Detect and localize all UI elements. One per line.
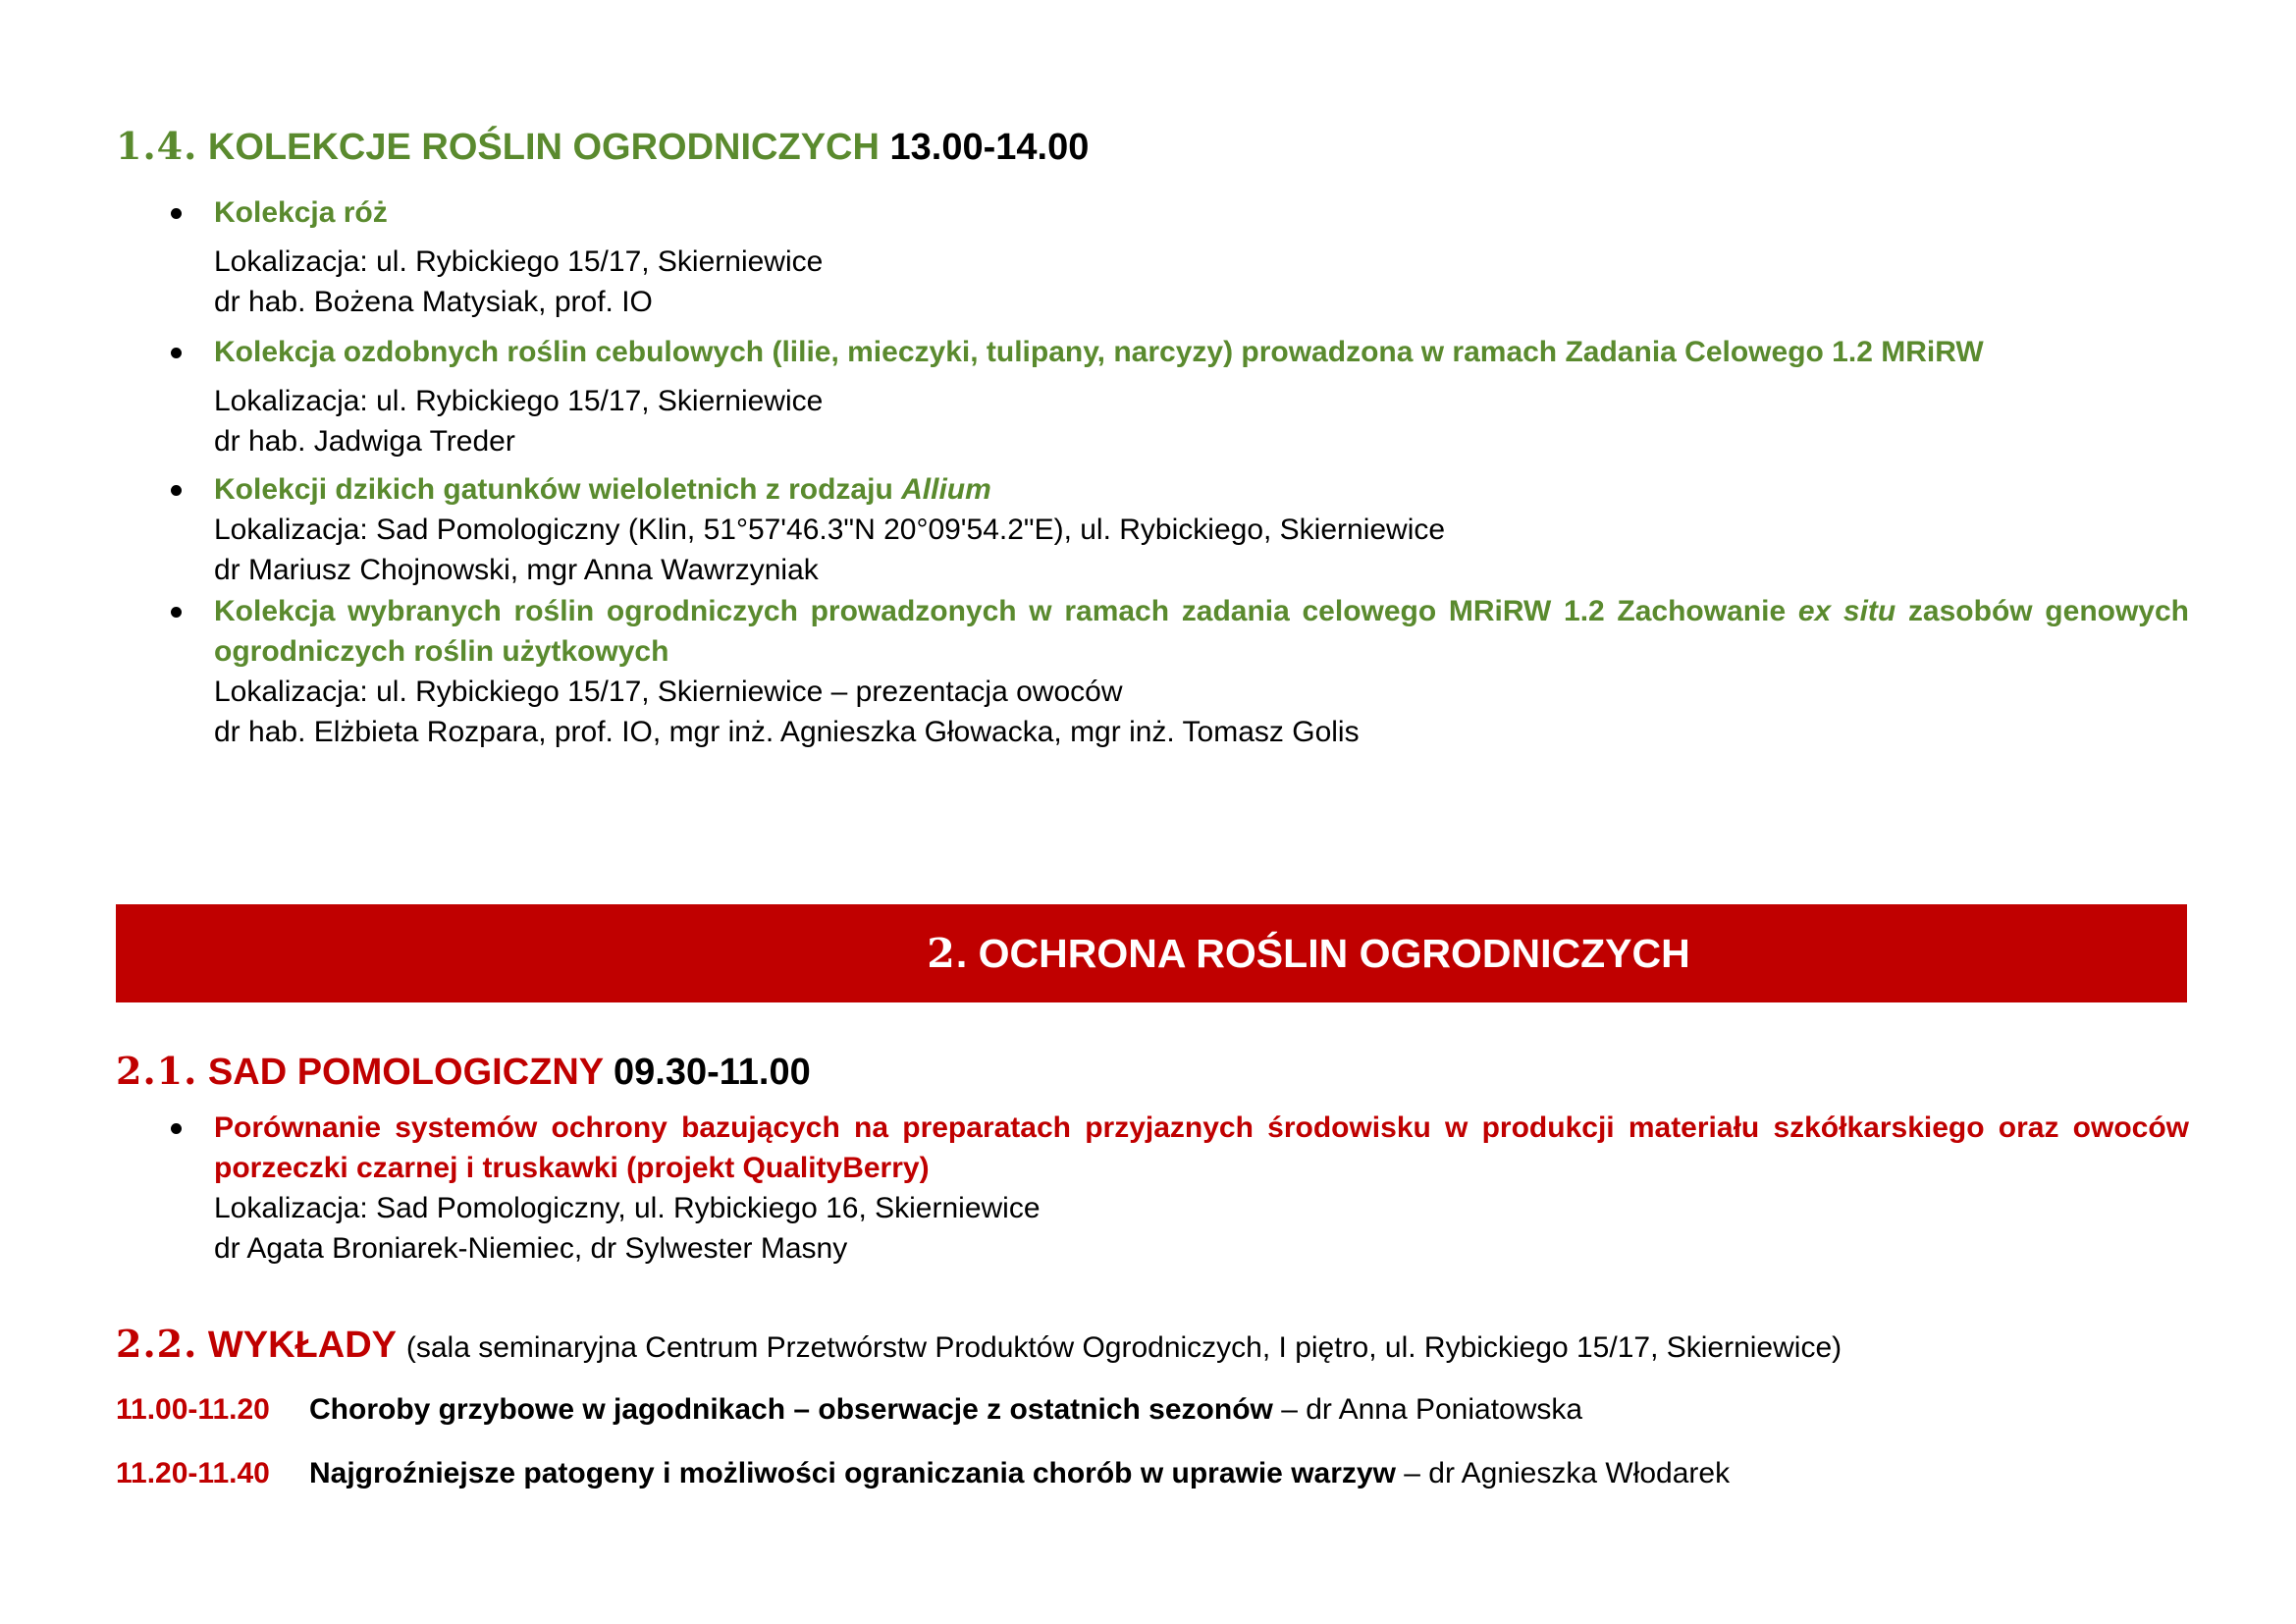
item-title-text: Kolekcji dzikich gatunków wieloletnich z rodzaju (214, 473, 902, 506)
section-number: 1.4. (116, 124, 198, 168)
list-item (214, 192, 2189, 322)
item-title (214, 591, 2189, 672)
section-venue: (sala seminaryjna Centrum Przetwórstw Produktów Ogrodniczych, I piętro, ul. Rybickiego 15/17, Skierniewice) (405, 1331, 1842, 1364)
section-number: 2.1. (116, 1049, 198, 1093)
item-title-text: Kolekcja wybranych roślin ogrodniczych prowadzonych w ramach zadania celowego MRiRW 1.2 Zachowanie (214, 595, 1798, 627)
lecture-row (116, 1454, 1730, 1493)
item-title (214, 469, 2189, 510)
section-title: SAD POMOLOGICZNY (197, 1052, 614, 1093)
section-title: WYKŁADY (197, 1325, 406, 1366)
bullet-icon (171, 607, 182, 618)
item-location: Lokalizacja: Sad Pomologiczny, ul. Rybickiego 16, Skierniewice (214, 1192, 1041, 1224)
lecture-time: 11.00-11.20 (116, 1393, 270, 1426)
item-location: Lokalizacja: ul. Rybickiego 15/17, Skierniewice (214, 245, 824, 278)
item-title-text: zasobów genowych ogrodniczych roślin użytkowych (214, 595, 2189, 668)
item-title: Kolekcja ozdobnych roślin cebulowych (lilie, mieczyki, tulipany, narcyzy) prowadzona w ramach Zadania Celowego 1.2 MRiRW (214, 336, 1984, 368)
item-title: Kolekcja róż (214, 196, 388, 229)
section-1-4-heading (116, 124, 1089, 169)
list-item (214, 1108, 2189, 1269)
lecture-title: Choroby grzybowe w jagodnikach – obserwacje z ostatnich sezonów (309, 1393, 1273, 1426)
list-item (214, 591, 2189, 752)
item-title-italic: Allium (901, 473, 991, 506)
section-2-1-heading (116, 1049, 811, 1094)
bullet-icon (171, 208, 182, 219)
section-number: 2.2. (116, 1322, 198, 1366)
item-location: Lokalizacja: ul. Rybickiego 15/17, Skierniewice – prezentacja owoców (214, 676, 1123, 708)
lecture-speaker: – dr Anna Poniatowska (1272, 1393, 1583, 1426)
item-people: dr Mariusz Chojnowski, mgr Anna Wawrzyniak (214, 554, 819, 586)
lecture-speaker: – dr Agnieszka Włodarek (1395, 1457, 1731, 1489)
lecture-time: 11.20-11.40 (116, 1457, 270, 1489)
item-people: dr Agata Broniarek-Niemiec, dr Sylwester Masny (214, 1232, 848, 1265)
section-time: 13.00-14.00 (889, 127, 1090, 168)
item-people: dr hab. Elżbieta Rozpara, prof. IO, mgr inż. Agnieszka Głowacka, mgr inż. Tomasz Golis (214, 716, 1360, 748)
lecture-title: Najgroźniejsze patogeny i możliwości ograniczania chorób w uprawie warzyw (309, 1457, 1396, 1489)
section-2-2-heading (116, 1322, 1842, 1367)
bullet-icon (171, 348, 182, 358)
item-title: Porównanie systemów ochrony bazujących na preparatach przyjaznych środowisku w produkcji materiału szkółkarskiego oraz owoców porzeczki czarnej i truskawki (projekt QualityBerry) (214, 1111, 2189, 1184)
bullet-icon (171, 485, 182, 496)
banner-title: . OCHRONA ROŚLIN OGRODNICZYCH (955, 931, 1690, 976)
section-time: 09.30-11.00 (614, 1052, 811, 1093)
lecture-row (116, 1390, 1582, 1430)
item-title-italic: ex situ (1797, 595, 1896, 627)
banner-number: 2 (927, 930, 956, 977)
item-people: dr hab. Bożena Matysiak, prof. IO (214, 286, 653, 318)
item-location: Lokalizacja: Sad Pomologiczny (Klin, 51°57'46.3"N 20°09'54.2"E), ul. Rybickiego, Skierniewice (214, 514, 1446, 546)
section-2-banner (116, 904, 2187, 1002)
bullet-icon (171, 1123, 182, 1134)
list-item (214, 469, 2189, 590)
item-people: dr hab. Jadwiga Treder (214, 425, 515, 458)
list-item (214, 332, 2189, 461)
item-location: Lokalizacja: ul. Rybickiego 15/17, Skierniewice (214, 385, 824, 417)
section-title: KOLEKCJE ROŚLIN OGRODNICZYCH (197, 127, 890, 168)
